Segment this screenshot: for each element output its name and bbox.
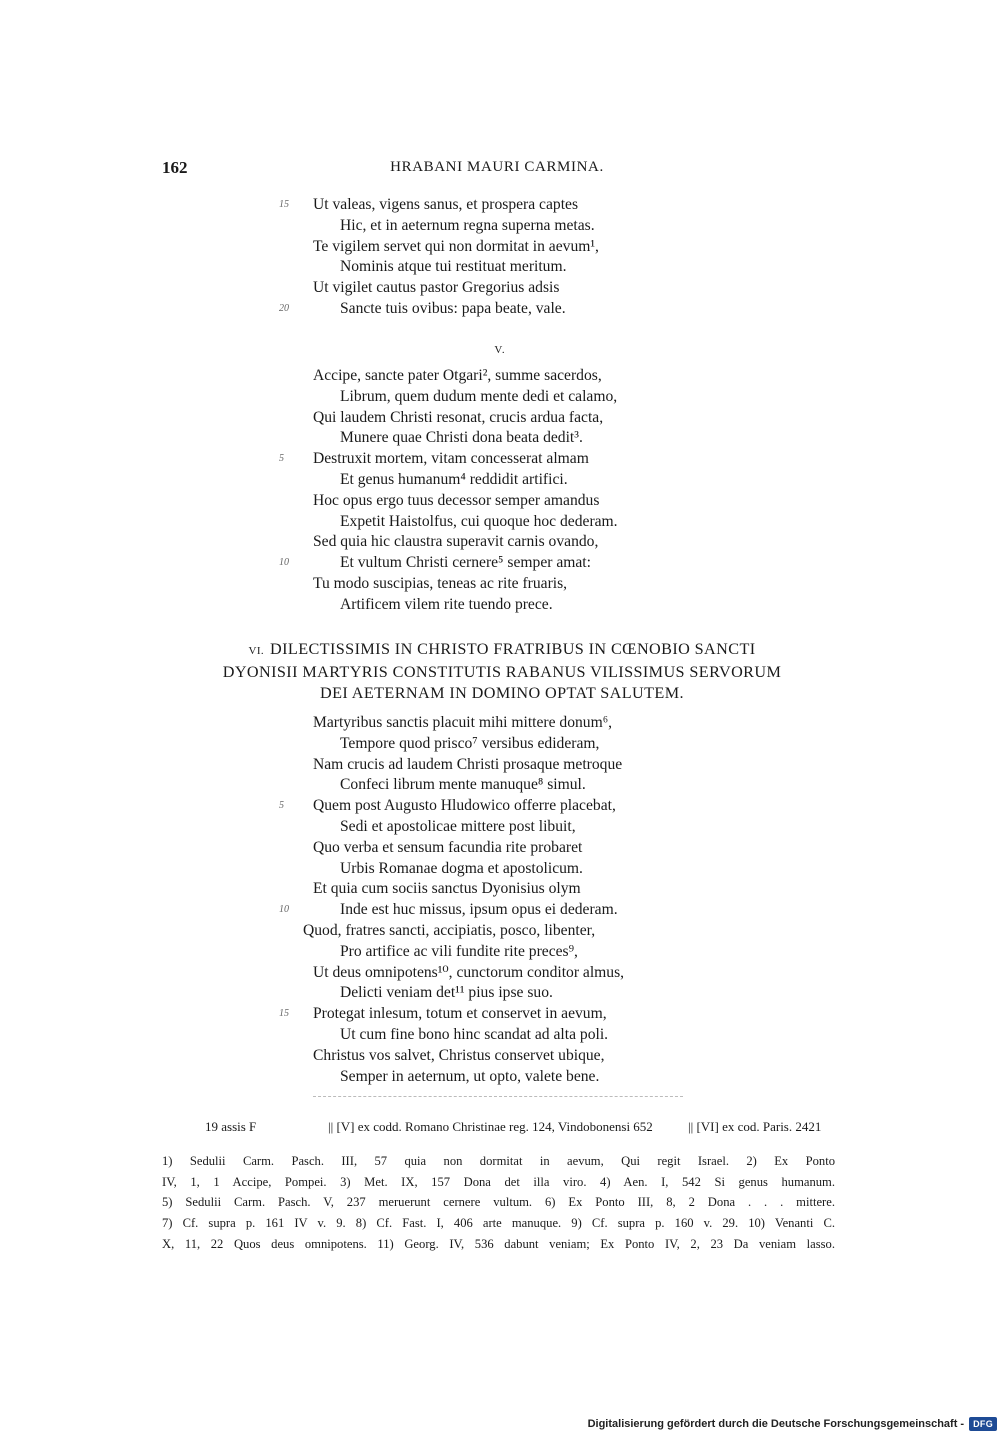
verse-text: Expetit Haistolfus, cui quoque hoc dederam.	[340, 512, 618, 530]
verse-text: Hoc opus ergo tuus decessor semper amandus	[313, 491, 600, 509]
divider	[313, 1096, 683, 1097]
verse-text: Martyribus sanctis placuit mihi mittere donum⁶,	[313, 714, 613, 731]
verse-text: Urbis Romanae dogma et apostolicum.	[340, 859, 583, 877]
verse-text: Sancte tuis ovibus: papa beate, vale.	[340, 299, 566, 317]
verse-line	[313, 734, 624, 755]
apparatus-note: 19 assis F	[205, 1119, 257, 1134]
poem-v-heading: V.	[494, 344, 506, 356]
poem-vi-verses	[279, 713, 625, 1087]
verse-line	[279, 1004, 624, 1025]
verse-text: Ut valeas, vigens sanus, et prospera captes	[313, 196, 579, 213]
footnote-line: IV, 1, 1 Accipe, Pompei. 3) Met. IX, 157 Dona det illa viro. 4) Aen. I, 542 Si genus humanum.	[162, 1174, 835, 1189]
verse-text: Ut cum fine bono hinc scandat ad alta poli.	[340, 1025, 609, 1043]
verse-line	[279, 553, 618, 574]
line-number: 5	[279, 800, 284, 812]
verse-line	[313, 237, 599, 258]
verse-line	[313, 1025, 624, 1046]
verse-line	[313, 942, 624, 963]
verse-line	[313, 408, 618, 429]
footnote-line: 1) Sedulii Carm. Pasch. III, 57 quia non dormitat in aevum, Qui regit Israel. 2) Ex Ponto	[162, 1154, 835, 1168]
verse-text: Quo verba et sensum facundia rite probaret	[313, 838, 583, 856]
verse-text: Accipe, sancte pater Otgari², summe sacerdos,	[313, 367, 602, 384]
footnote-line: X, 11, 22 Quos deus omnipotens. 11) Georg. IV, 536 dabunt veniam; Ex Ponto IV, 2, 23 Da veniam lasso.	[162, 1236, 835, 1251]
verse-text: Ut vigilet cautus pastor Gregorius adsis	[313, 279, 560, 297]
footnote-line: 7) Cf. supra p. 161 IV v. 9. 8) Cf. Fast. I, 406 arte manuque. 9) Cf. supra p. 160 v. 29. 10) Venanti C.	[162, 1216, 835, 1231]
verse-line	[313, 879, 624, 900]
apparatus-note: || [VI] ex cod. Paris. 2421	[688, 1119, 822, 1134]
verse-text: Te vigilem servet qui non dormitat in aevum¹,	[313, 237, 599, 255]
verse-text: Pro artifice ac vili fundite rite preces⁹,	[340, 942, 578, 960]
verse-line	[279, 796, 624, 817]
dfg-banner-text: Digitalisierung gefördert durch die Deutsche Forschungsgemeinschaft -	[587, 1418, 965, 1430]
verse-line	[313, 387, 618, 408]
poem-vi-title-line: DILECTISSIMIS IN CHRISTO FRATRIBUS IN CŒNOBIO SANCTI	[270, 640, 756, 658]
verse-line	[313, 574, 618, 595]
verse-text: Nam crucis ad laudem Christi prosaque metroque	[313, 755, 623, 773]
dfg-banner	[588, 1415, 1000, 1433]
verse-line	[313, 278, 599, 299]
line-number: 20	[279, 302, 289, 314]
page-number: 162	[162, 158, 188, 177]
line-number: 10	[279, 904, 289, 916]
verse-line	[313, 1067, 624, 1088]
footnote-line: 5) Sedulii Carm. Pasch. V, 237 meruerunt cernere vultum. 6) Ex Ponto III, 8, 2 Dona . . . mittere.	[162, 1195, 835, 1210]
footnotes	[162, 1151, 835, 1255]
verse-text: Et vultum Christi cernere⁵ semper amat:	[340, 554, 591, 572]
verse-text: Artificem vilem rite tuendo prece.	[340, 595, 553, 613]
verse-text: Librum, quem dudum mente dedi et calamo,	[340, 387, 618, 405]
verse-text: Munere quae Christi dona beata dedit³.	[340, 429, 583, 447]
poem-vi-title-line: DYONISII MARTYRIS CONSTITUTIS RABANUS VILISSIMUS SERVORUM	[222, 663, 782, 681]
verse-text: Tu modo suscipias, teneas ac rite fruaris,	[313, 574, 568, 592]
poem-v-verses	[279, 366, 618, 616]
poem-vi-number: VI.	[248, 645, 265, 657]
verse-line	[313, 1046, 624, 1067]
verse-line	[313, 532, 618, 553]
verse-text: Ut deus omnipotens¹⁰, cunctorum conditor almus,	[313, 963, 625, 981]
verse-line	[313, 775, 624, 796]
critical-apparatus	[205, 1119, 835, 1135]
apparatus-note: || [V] ex codd. Romano Christinae reg. 124, Vindobonensi 652	[328, 1119, 653, 1134]
verse-line	[313, 859, 624, 880]
dfg-logo-icon: DFG	[969, 1417, 997, 1431]
verse-text: Et quia cum sociis sanctus Dyonisius olym	[313, 880, 581, 898]
verse-line	[313, 366, 618, 387]
verse-text: Et genus humanum⁴ reddidit artifici.	[340, 470, 568, 488]
verse-line	[313, 512, 618, 533]
poem-iv-verses	[279, 195, 599, 320]
verse-text: Tempore quod prisco⁷ versibus edideram,	[340, 734, 600, 752]
verse-line	[279, 449, 618, 470]
verse-text: Protegat inlesum, totum et conservet in aevum,	[313, 1005, 607, 1023]
verse-text: Sedi et apostolicae mittere post libuit,	[340, 817, 576, 835]
poem-vi-title-line: DEI AETERNAM IN DOMINO OPTAT SALUTEM.	[320, 684, 684, 702]
verse-line	[313, 983, 624, 1004]
line-number: 10	[279, 557, 289, 569]
verse-text: Delicti veniam det¹¹ pius ipse suo.	[340, 984, 553, 1002]
page-header	[162, 158, 832, 182]
verse-line	[313, 595, 618, 616]
verse-line	[313, 470, 618, 491]
verse-text: Destruxit mortem, vitam concesserat almam	[313, 450, 589, 468]
line-number: 15	[279, 199, 289, 210]
verse-text: Quod, fratres sancti, accipiatis, posco, libenter,	[303, 921, 596, 939]
verse-line	[279, 900, 624, 921]
verse-line	[313, 257, 599, 278]
verse-text: Inde est huc missus, ipsum opus ei dederam.	[340, 901, 618, 919]
verse-line	[313, 817, 624, 838]
running-title: HRABANI MAURI CARMINA.	[390, 159, 604, 175]
verse-line	[313, 755, 624, 776]
verse-line	[313, 216, 599, 237]
verse-line	[313, 713, 624, 734]
verse-line	[313, 838, 624, 859]
verse-text: Confeci librum mente manuque⁸ simul.	[340, 776, 586, 794]
verse-line	[279, 195, 599, 216]
verse-text: Semper in aeternum, ut opto, valete bene.	[340, 1067, 600, 1085]
verse-line	[279, 299, 599, 320]
poem-vi-title	[172, 639, 832, 704]
verse-line	[313, 491, 618, 512]
verse-line	[313, 428, 618, 449]
verse-line	[303, 921, 624, 942]
verse-text: Quem post Augusto Hludowico offerre placebat,	[313, 797, 616, 815]
verse-line	[313, 963, 624, 984]
verse-text: Christus vos salvet, Christus conservet ubique,	[313, 1046, 605, 1064]
line-number: 15	[279, 1008, 289, 1020]
line-number: 5	[279, 453, 284, 465]
verse-text: Qui laudem Christi resonat, crucis ardua facta,	[313, 408, 604, 426]
verse-text: Nominis atque tui restituat meritum.	[340, 258, 567, 276]
verse-text: Hic, et in aeternum regna superna metas.	[340, 216, 595, 234]
verse-text: Sed quia hic claustra superavit carnis ovando,	[313, 533, 599, 551]
